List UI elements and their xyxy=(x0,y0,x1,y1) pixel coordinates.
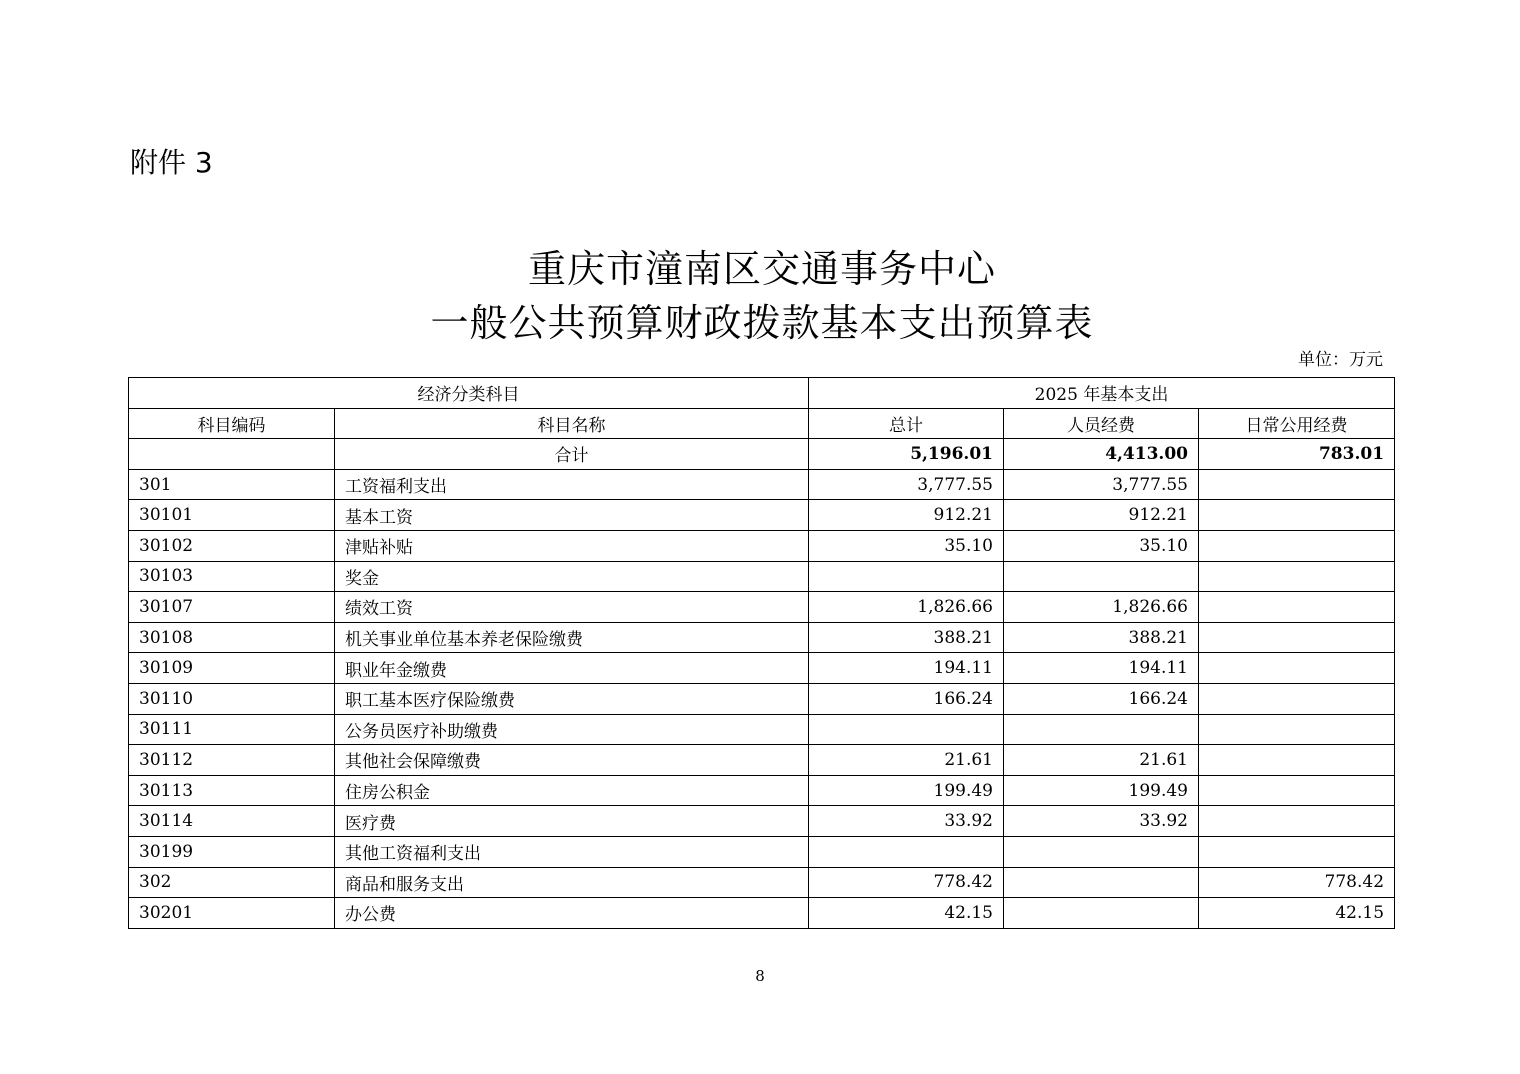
total-row xyxy=(129,439,1395,470)
row-code: 30107 xyxy=(129,592,335,623)
row-public xyxy=(1199,836,1395,867)
row-public xyxy=(1199,714,1395,745)
row-personnel xyxy=(1004,714,1199,745)
row-total: 912.21 xyxy=(809,500,1004,531)
row-name: 津贴补贴 xyxy=(335,530,809,561)
row-name: 职工基本医疗保险缴费 xyxy=(335,683,809,714)
unit-label: 单位：万元 xyxy=(1298,350,1383,370)
row-public xyxy=(1199,775,1395,806)
row-personnel: 194.11 xyxy=(1004,653,1199,684)
row-personnel: 3,777.55 xyxy=(1004,469,1199,500)
row-total: 194.11 xyxy=(809,653,1004,684)
row-total: 35.10 xyxy=(809,530,1004,561)
row-personnel: 199.49 xyxy=(1004,775,1199,806)
row-public xyxy=(1199,622,1395,653)
row-personnel: 33.92 xyxy=(1004,806,1199,837)
row-code: 30103 xyxy=(129,561,335,592)
table-row xyxy=(129,500,1395,531)
row-code: 30113 xyxy=(129,775,335,806)
page-number: 8 xyxy=(755,967,765,985)
attachment-label: 附件 3 xyxy=(130,146,213,179)
group-header-row xyxy=(129,378,1395,409)
row-personnel: 21.61 xyxy=(1004,745,1199,776)
row-public xyxy=(1199,683,1395,714)
row-personnel xyxy=(1004,836,1199,867)
category-group-header: 经济分类科目 xyxy=(129,378,809,409)
row-personnel xyxy=(1004,898,1199,929)
row-code: 30110 xyxy=(129,683,335,714)
row-public xyxy=(1199,469,1395,500)
personnel-column-header: 人员经费 xyxy=(1004,408,1199,439)
row-name: 绩效工资 xyxy=(335,592,809,623)
table-row xyxy=(129,775,1395,806)
row-personnel: 35.10 xyxy=(1004,530,1199,561)
row-name: 其他工资福利支出 xyxy=(335,836,809,867)
name-column-header: 科目名称 xyxy=(335,408,809,439)
row-name: 医疗费 xyxy=(335,806,809,837)
row-name: 基本工资 xyxy=(335,500,809,531)
row-name: 工资福利支出 xyxy=(335,469,809,500)
table-row xyxy=(129,561,1395,592)
row-name: 奖金 xyxy=(335,561,809,592)
row-code: 30108 xyxy=(129,622,335,653)
document-title-line1: 重庆市潼南区交通事务中心 xyxy=(527,247,996,291)
table-row xyxy=(129,745,1395,776)
table-row xyxy=(129,898,1395,929)
row-total: 199.49 xyxy=(809,775,1004,806)
total-row-public: 783.01 xyxy=(1199,439,1395,470)
row-personnel: 388.21 xyxy=(1004,622,1199,653)
row-total: 778.42 xyxy=(809,867,1004,898)
row-code: 30101 xyxy=(129,500,335,531)
row-public xyxy=(1199,653,1395,684)
column-header-row xyxy=(129,408,1395,439)
row-name: 住房公积金 xyxy=(335,775,809,806)
row-total xyxy=(809,836,1004,867)
row-name: 办公费 xyxy=(335,898,809,929)
row-total: 388.21 xyxy=(809,622,1004,653)
row-public xyxy=(1199,592,1395,623)
row-name: 公务员医疗补助缴费 xyxy=(335,714,809,745)
total-column-header: 总计 xyxy=(809,408,1004,439)
row-total: 3,777.55 xyxy=(809,469,1004,500)
row-total xyxy=(809,714,1004,745)
table-row xyxy=(129,469,1395,500)
table-row xyxy=(129,683,1395,714)
row-public xyxy=(1199,500,1395,531)
table-row xyxy=(129,530,1395,561)
row-total: 1,826.66 xyxy=(809,592,1004,623)
row-total: 21.61 xyxy=(809,745,1004,776)
expenditure-group-header: 2025 年基本支出 xyxy=(809,378,1395,409)
row-code: 30102 xyxy=(129,530,335,561)
row-name: 商品和服务支出 xyxy=(335,867,809,898)
table-row xyxy=(129,836,1395,867)
table-row xyxy=(129,806,1395,837)
total-row-code xyxy=(129,439,335,470)
row-public xyxy=(1199,806,1395,837)
row-public xyxy=(1199,745,1395,776)
public-column-header: 日常公用经费 xyxy=(1199,408,1395,439)
row-personnel: 166.24 xyxy=(1004,683,1199,714)
row-code: 30112 xyxy=(129,745,335,776)
row-code: 30109 xyxy=(129,653,335,684)
row-code: 301 xyxy=(129,469,335,500)
table-row xyxy=(129,622,1395,653)
row-personnel: 1,826.66 xyxy=(1004,592,1199,623)
document-title-line2: 一般公共预算财政拨款基本支出预算表 xyxy=(430,301,1094,345)
row-name: 其他社会保障缴费 xyxy=(335,745,809,776)
row-total: 33.92 xyxy=(809,806,1004,837)
row-total: 42.15 xyxy=(809,898,1004,929)
table-row xyxy=(129,653,1395,684)
row-name: 职业年金缴费 xyxy=(335,653,809,684)
total-row-label: 合计 xyxy=(335,439,809,470)
row-total xyxy=(809,561,1004,592)
total-row-total: 5,196.01 xyxy=(809,439,1004,470)
row-public: 42.15 xyxy=(1199,898,1395,929)
row-public: 778.42 xyxy=(1199,867,1395,898)
row-code: 30199 xyxy=(129,836,335,867)
total-row-personnel: 4,413.00 xyxy=(1004,439,1199,470)
table-row xyxy=(129,867,1395,898)
table-row xyxy=(129,592,1395,623)
budget-table xyxy=(128,377,1395,929)
row-personnel xyxy=(1004,561,1199,592)
row-name: 机关事业单位基本养老保险缴费 xyxy=(335,622,809,653)
row-public xyxy=(1199,561,1395,592)
row-code: 30114 xyxy=(129,806,335,837)
row-personnel: 912.21 xyxy=(1004,500,1199,531)
row-code: 30111 xyxy=(129,714,335,745)
code-column-header: 科目编码 xyxy=(129,408,335,439)
row-code: 30201 xyxy=(129,898,335,929)
row-public xyxy=(1199,530,1395,561)
row-total: 166.24 xyxy=(809,683,1004,714)
table-row xyxy=(129,714,1395,745)
row-personnel xyxy=(1004,867,1199,898)
row-code: 302 xyxy=(129,867,335,898)
